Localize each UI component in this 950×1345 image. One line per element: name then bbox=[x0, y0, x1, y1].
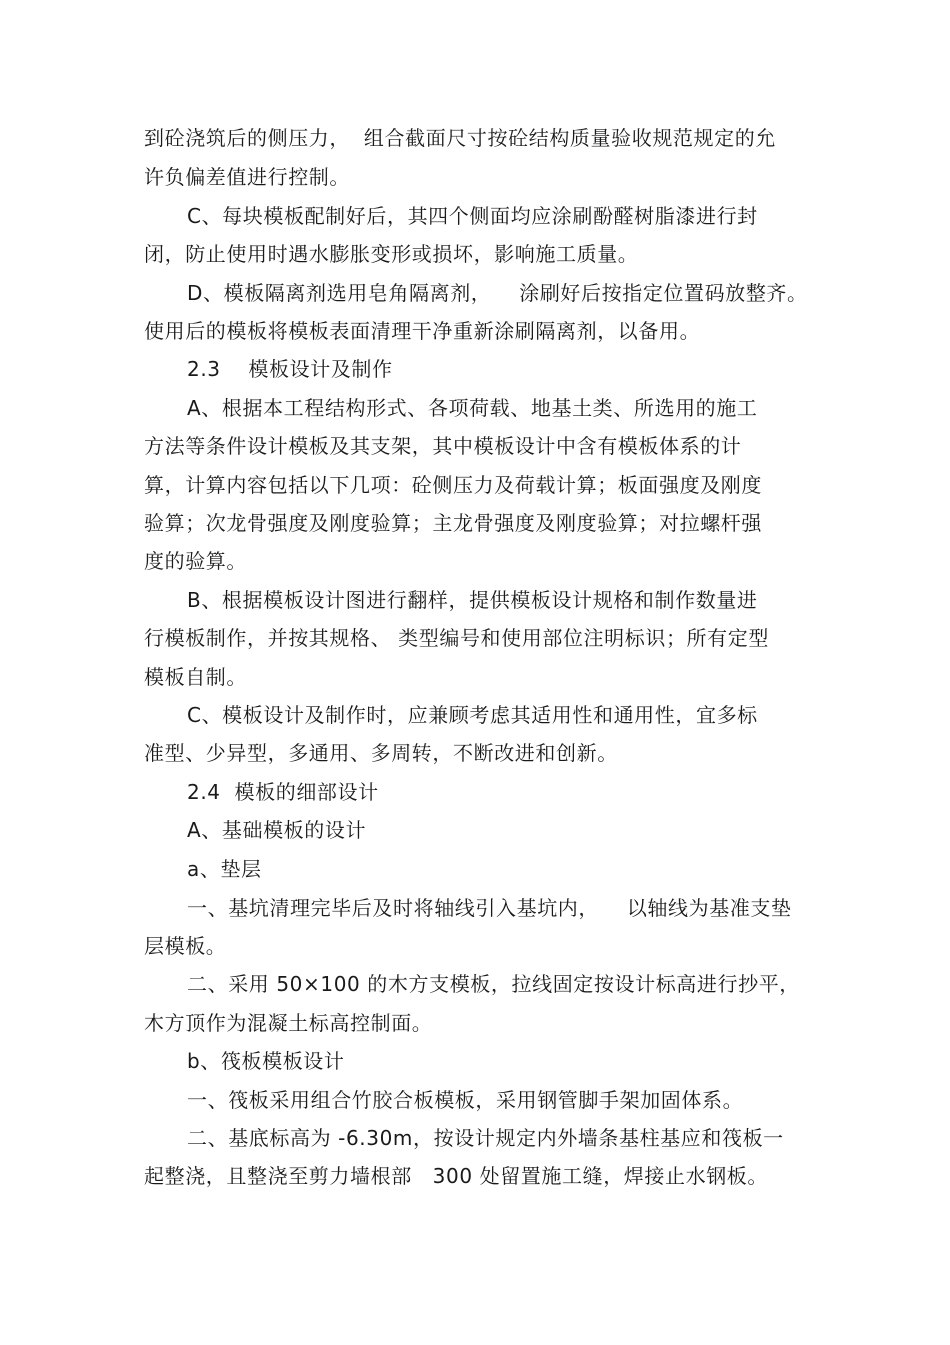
text-line: 闭，防止使用时遇水膨胀变形或损坏，影响施工质量。 bbox=[144, 242, 639, 266]
text-line: 行模板制作，并按其规格、 类型编号和使用部位注明标识；所有定型 bbox=[144, 626, 769, 650]
text-line: 许负偏差值进行控制。 bbox=[144, 165, 350, 189]
text-line: 准型、少异型，多通用、多周转，不断改进和创新。 bbox=[144, 741, 618, 765]
paragraph-start: 二、采用 50×100 的木方支模板，拉线固定按设计标高进行抄平， bbox=[187, 972, 800, 996]
paragraph-start: 一、基坑清理完毕后及时将轴线引入基坑内， 以轴线为基准支垫 bbox=[187, 896, 792, 920]
paragraph-start: B、根据模板设计图进行翻样，提供模板设计规格和制作数量进 bbox=[187, 588, 758, 612]
paragraph-start: 一、筏板采用组合竹胶合板模板，采用钢管脚手架加固体系。 bbox=[187, 1088, 744, 1112]
text-line: 起整浇，且整浇至剪力墙根部 300 处留置施工缝，焊接止水钢板。 bbox=[144, 1164, 769, 1188]
text-line: 方法等条件设计模板及其支架，其中模板设计中含有模板体系的计 bbox=[144, 434, 742, 458]
subsection-heading: a、垫层 bbox=[187, 857, 262, 881]
section-heading: 2.3 模板设计及制作 bbox=[187, 357, 393, 381]
paragraph-start: C、每块模板配制好后，其四个侧面均应涂刷酚醛树脂漆进行封 bbox=[187, 204, 758, 228]
section-heading: 2.4 模板的细部设计 bbox=[187, 780, 379, 804]
text-line: 模板自制。 bbox=[144, 665, 247, 689]
paragraph-start: A、根据本工程结构形式、各项荷载、地基土类、所选用的施工 bbox=[187, 396, 758, 420]
text-line: 验算；次龙骨强度及刚度验算；主龙骨强度及刚度验算；对拉螺杆强 bbox=[144, 511, 762, 535]
text-line: 算，计算内容包括以下几项：砼侧压力及荷载计算；板面强度及刚度 bbox=[144, 473, 762, 497]
paragraph-start: 二、基底标高为 -6.30m，按设计规定内外墙条基柱基应和筏板一 bbox=[187, 1126, 784, 1150]
paragraph-start: D、模板隔离剂选用皂角隔离剂， 涂刷好后按指定位置码放整齐。 bbox=[187, 281, 808, 305]
text-line: 到砼浇筑后的侧压力， 组合截面尺寸按砼结构质量验收规范规定的允 bbox=[144, 126, 776, 150]
subsection-heading: b、筏板模板设计 bbox=[187, 1049, 345, 1073]
paragraph-start: C、模板设计及制作时，应兼顾考虑其适用性和通用性，宜多标 bbox=[187, 703, 758, 727]
text-line: 度的验算。 bbox=[144, 549, 247, 573]
text-line: 使用后的模板将模板表面清理干净重新涂刷隔离剂，以备用。 bbox=[144, 319, 701, 343]
subsection-heading: A、基础模板的设计 bbox=[187, 818, 367, 842]
text-line: 层模板。 bbox=[144, 934, 227, 958]
text-line: 木方顶作为混凝土标高控制面。 bbox=[144, 1011, 433, 1035]
